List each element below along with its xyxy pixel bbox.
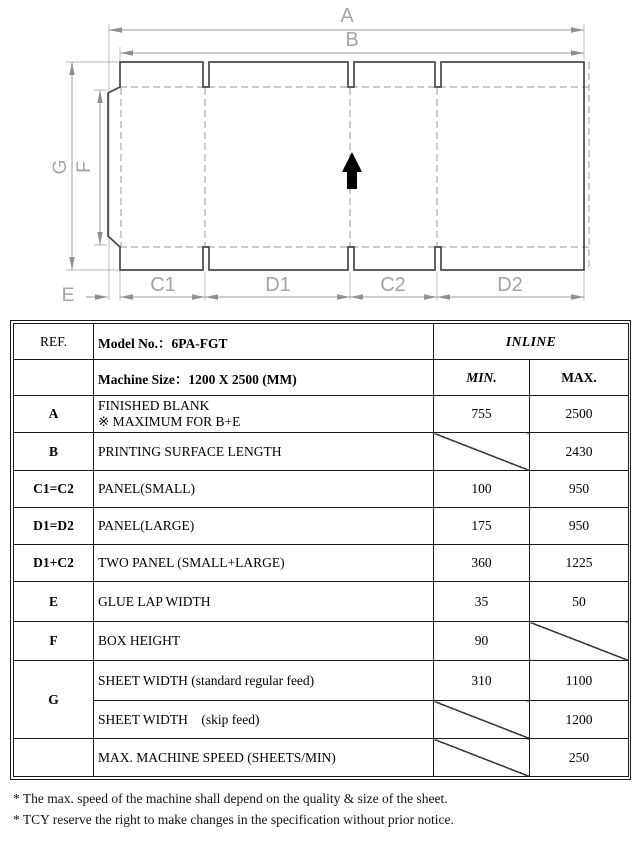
- table-row: [14, 433, 629, 471]
- footnote-disclaimer: * TCY reserve the right to make changes in the specification without prior notice.: [13, 812, 454, 827]
- table-row: [14, 661, 629, 701]
- ref-header-cell: REF.: [14, 324, 94, 360]
- desc-cell: PRINTING SURFACE LENGTH: [94, 433, 434, 471]
- desc-cell: GLUE LAP WIDTH: [94, 582, 434, 622]
- inline-header-cell: INLINE: [434, 324, 629, 360]
- empty-ref-cell: [14, 739, 94, 777]
- subheader-row: [14, 360, 629, 396]
- desc-cell: TWO PANEL (SMALL+LARGE): [94, 545, 434, 582]
- max-cell: 950: [530, 508, 629, 545]
- max-cell: 250: [530, 739, 629, 777]
- max-cell: 1100: [530, 661, 629, 701]
- min-header-cell: MIN.: [434, 360, 530, 396]
- ref-cell: F: [14, 622, 94, 661]
- desc-cell: BOX HEIGHT: [94, 622, 434, 661]
- desc-cell: PANEL(SMALL): [94, 471, 434, 508]
- max-cell: 950: [530, 471, 629, 508]
- table-row: [14, 582, 629, 622]
- feed-direction-arrow: [342, 152, 362, 189]
- spec-table-wrapper: [10, 320, 631, 780]
- min-cell: 755: [434, 396, 530, 433]
- max-cell: 2500: [530, 396, 629, 433]
- machine-size-cell: Machine Size：1200 X 2500 (MM): [94, 360, 434, 396]
- na-diagonal-cell: [530, 622, 629, 661]
- spec-table: [13, 323, 629, 777]
- na-diagonal-cell: [434, 433, 530, 471]
- table-row: [14, 622, 629, 661]
- dimension-arrowheads: [69, 27, 584, 299]
- footnote-speed: * The max. speed of the machine shall depend on the quality & size of the sheet.: [13, 791, 448, 806]
- dim-label-f: F: [74, 161, 95, 173]
- ref-cell: D1+C2: [14, 545, 94, 582]
- ref-cell: B: [14, 433, 94, 471]
- dim-label-a: A: [340, 5, 354, 27]
- table-row: [14, 545, 629, 582]
- max-cell: 1200: [530, 701, 629, 739]
- ref-cell: E: [14, 582, 94, 622]
- dim-label-c2: C2: [380, 274, 406, 296]
- dim-label-d2: D2: [497, 274, 523, 296]
- ref-cell: A: [14, 396, 94, 433]
- footnotes: [13, 788, 454, 830]
- table-row: [14, 739, 629, 777]
- min-cell: 310: [434, 661, 530, 701]
- dim-label-b: B: [345, 29, 359, 51]
- min-cell: 100: [434, 471, 530, 508]
- desc-cell: SHEET WIDTH (skip feed): [94, 701, 434, 739]
- dim-label-e: E: [61, 285, 75, 306]
- desc-cell: [94, 396, 434, 433]
- dim-label-d1: D1: [265, 274, 291, 296]
- min-cell: 35: [434, 582, 530, 622]
- min-cell: 90: [434, 622, 530, 661]
- desc-line-1: FINISHED BLANK: [98, 397, 210, 413]
- header-row: [14, 324, 629, 360]
- max-cell: 2430: [530, 433, 629, 471]
- dimension-lines: [72, 30, 584, 297]
- ref-cell: D1=D2: [14, 508, 94, 545]
- desc-cell: SHEET WIDTH (standard regular feed): [94, 661, 434, 701]
- table-row: [14, 396, 629, 433]
- na-diagonal-cell: [434, 739, 530, 777]
- table-row: [14, 701, 629, 739]
- max-header-cell: MAX.: [530, 360, 629, 396]
- table-row: [14, 508, 629, 545]
- min-cell: 175: [434, 508, 530, 545]
- min-cell: 360: [434, 545, 530, 582]
- model-no-cell: Model No.：6PA-FGT: [94, 324, 434, 360]
- desc-cell: MAX. MACHINE SPEED (SHEETS/MIN): [94, 739, 434, 777]
- na-diagonal-cell: [434, 701, 530, 739]
- max-cell: 1225: [530, 545, 629, 582]
- ref-cell-g: G: [14, 661, 94, 739]
- ref-cell: C1=C2: [14, 471, 94, 508]
- max-cell: 50: [530, 582, 629, 622]
- box-blank-diagram: [0, 0, 638, 314]
- desc-cell: PANEL(LARGE): [94, 508, 434, 545]
- table-row: [14, 471, 629, 508]
- extension-lines: [66, 24, 584, 300]
- empty-ref-cell: [14, 360, 94, 396]
- desc-line-2: ※ MAXIMUM FOR B+E: [98, 414, 241, 429]
- dim-label-c1: C1: [150, 274, 176, 296]
- dim-label-g: G: [50, 159, 71, 175]
